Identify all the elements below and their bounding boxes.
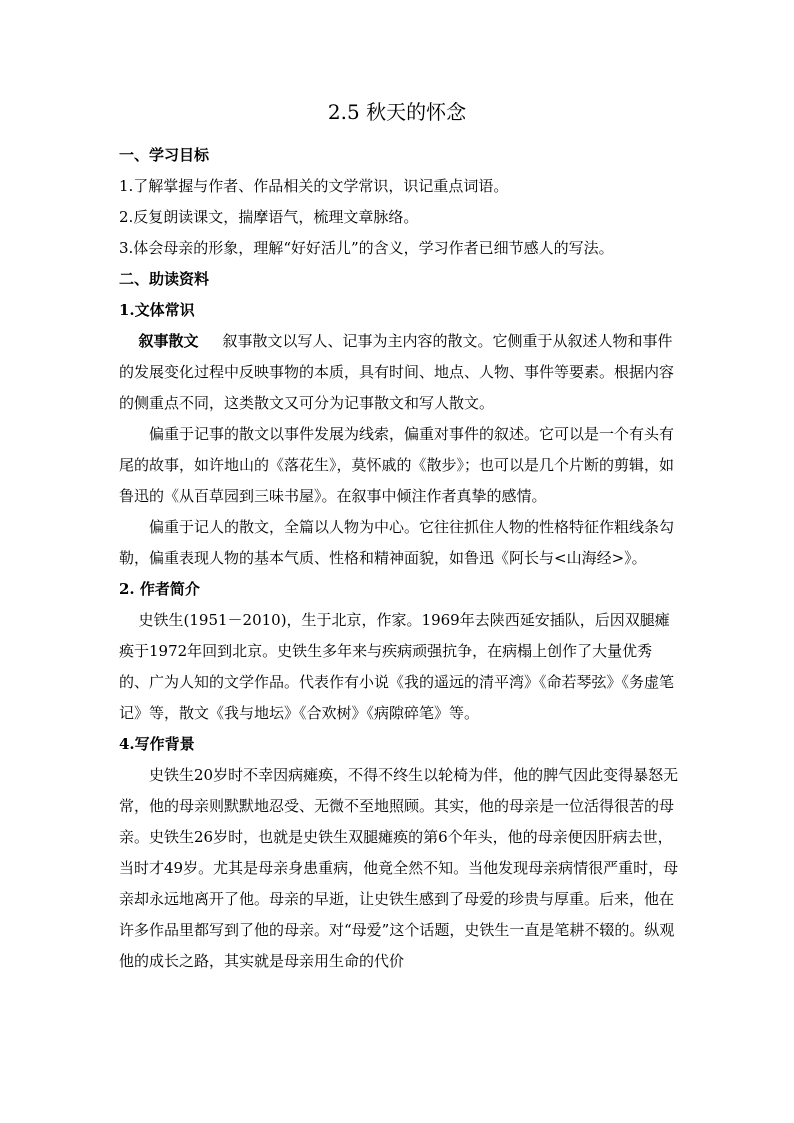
- genre-paragraph-2: 偏重于记事的散文以事件发展为线索，偏重对事件的叙述。它可以是一个有头有尾的故事，如许地山的《落花生》，莫怀戚的《散步》；也可以是几个片断的剪辑，如鲁迅的《从百草园到三味书屋》。在叙事中倾注作者真挚的感情。: [119, 425, 675, 505]
- genre-paragraph-1-text: 叙事散文以写人、记事为主内容的散文。它侧重于从叙述人物和事件的发展变化过程中反映事物的本质，具有时间、地点、人物、事件等要素。根据内容的侧重点不同，这类散文又可分为记事散文和写人散文。: [119, 332, 675, 412]
- background-paragraph: 史铁生20岁时不幸因病瘫痪，不得不终生以轮椅为伴，他的脾气因此变得暴怒无常，他的母亲则默默地忍受、无微不至地照顾。其实，他的母亲是一位活得很苦的母亲。史铁生26岁时，也就是史铁生双腿瘫痪的第6个年头，他的母亲便因肝病去世，当时才49岁。尤其是母亲身患重病，他竟全然不知。当他发现母亲病情很严重时，母亲却永远地离开了他。母亲的早逝，让史铁生感到了母爱的珍贵与厚重。后来，他在许多作品里都写到了他的母亲。对“母爱”这个话题，史铁生一直是笔耕不辍的。纵观他的成长之路，其实就是母亲用生命的代价: [119, 766, 679, 970]
- section-heading-reading-materials: 二、助读资料: [119, 270, 210, 288]
- goal-item: 2.反复朗读课文，揣摩语气，梳理文章脉络。: [119, 208, 419, 226]
- goal-item: 3.体会母亲的形象，理解“好好活儿”的含义，学习作者已细节感人的写法。: [119, 239, 614, 257]
- page-title: 2.5 秋天的怀念: [327, 100, 467, 124]
- genre-term: 叙事散文: [138, 332, 199, 350]
- genre-paragraph-3: 偏重于记人的散文，全篇以人物为中心。它往往抓住人物的性格特征作粗线条勾勒，偏重表现人物的基本气质、性格和精神面貌，如鲁迅《阿长与<山海经>》。: [119, 518, 675, 567]
- section-heading-learning-goals: 一、学习目标: [119, 146, 210, 164]
- author-paragraph: 史铁生(1951－2010)，生于北京，作家。1969年去陕西延安插队，后因双腿瘫痪于1972年回到北京。史铁生多年来与疾病顽强抗争，在病榻上创作了大量优秀的、广为人知的文学作品。代表作有小说《我的遥远的清平湾》《命若琴弦》《务虚笔记》等，散文《我与地坛》《合欢树》《病隙碎笔》等。: [119, 611, 675, 722]
- subsection-heading-author: 2. 作者简介: [119, 580, 200, 598]
- goal-item: 1.了解掌握与作者、作品相关的文学常识，识记重点词语。: [119, 177, 509, 195]
- genre-paragraph-1: [119, 326, 679, 419]
- subsection-heading-background: 4.写作背景: [119, 735, 195, 753]
- document-body: [119, 140, 679, 977]
- subsection-heading-genre: 1.文体常识: [119, 301, 195, 319]
